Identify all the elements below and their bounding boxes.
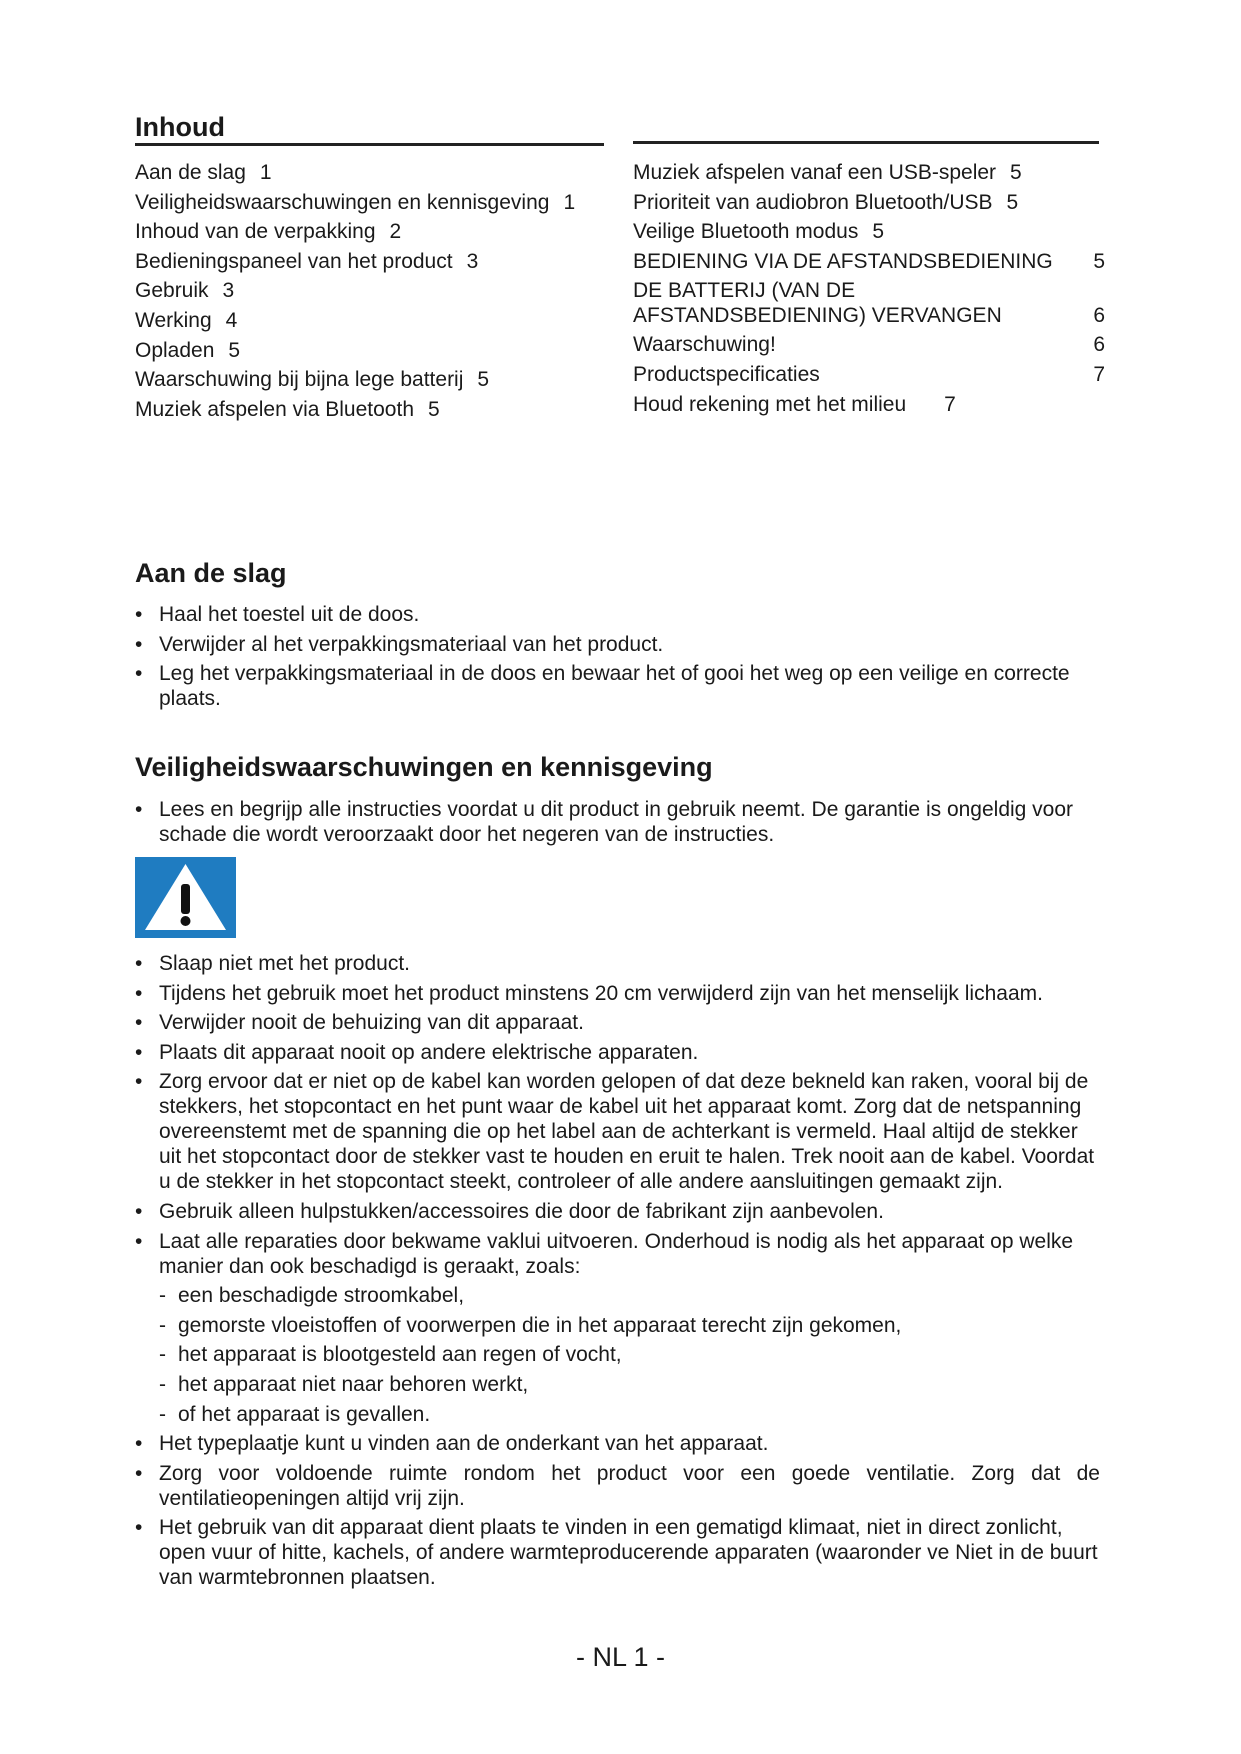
- list-item: • Slaap niet met het product.: [135, 951, 1100, 976]
- warning-sign: [135, 857, 236, 938]
- list-item: • Het gebruik van dit apparaat dient plaats te vinden in een gematigd klimaat, niet in direct zonlicht, open vuur of hitte, kachels, of andere warmteproducerende apparaten (waaronder ve Niet in de buurt van warmtebronnen plaatsen.: [135, 1515, 1100, 1590]
- sub-list-item: - gemorste vloeistoffen of voorwerpen die in het apparaat terecht zijn gekomen,: [135, 1313, 1100, 1338]
- toc-entry[interactable]: Veilige Bluetooth modus 5: [633, 220, 885, 244]
- toc-entry[interactable]: Bedieningspaneel van het product 3: [135, 249, 479, 273]
- list-item: • Verwijder nooit de behuizing van dit apparaat.: [135, 1010, 1100, 1035]
- toc-right-column: [633, 158, 1105, 419]
- list-item: • Verwijder al het verpakkingsmateriaal van het product.: [135, 632, 1100, 657]
- section-title-veiligheid: Veiligheidswaarschuwingen en kennisgeving: [135, 752, 713, 782]
- sub-list-item: - het apparaat is blootgesteld aan regen of vocht,: [135, 1342, 1100, 1367]
- section1-list: [135, 602, 1100, 716]
- toc-entry[interactable]: Werking 4: [135, 308, 238, 332]
- toc-entry[interactable]: Productspecificaties 7: [633, 362, 1105, 386]
- toc-entry[interactable]: Prioriteit van audiobron Bluetooth/USB 5: [633, 190, 1019, 214]
- sub-list-item: - een beschadigde stroomkabel,: [135, 1283, 1100, 1308]
- list-item: • Zorg voor voldoende ruimte rondom het product voor een goede ventilatie. Zorg dat de ventilatieopeningen altijd vrij zijn.: [135, 1461, 1100, 1511]
- list-item: • Leg het verpakkingsmateriaal in de doos en bewaar het of gooi het weg op een veilige en correcte plaats.: [135, 661, 1100, 711]
- toc-entry[interactable]: Waarschuwing bij bijna lege batterij 5: [135, 368, 490, 392]
- list-item: • Haal het toestel uit de doos.: [135, 602, 1100, 627]
- list-item: • Plaats dit apparaat nooit op andere elektrische apparaten.: [135, 1040, 1100, 1065]
- section2-intro: [135, 797, 1100, 852]
- list-item: • Zorg ervoor dat er niet op de kabel kan worden gelopen of dat deze bekneld kan raken, vooral bij de stekkers, het stopcontact en het punt waar de kabel uit het apparaat komt. Zorg dat de netspanning overeenstemt met de spanning die op het label aan de achterkant is vermeld. Haal altijd de stekker uit het stopcontact door de stekker vast te houden en eruit te halen. Trek nooit aan de kabel. Voordat u de stekker in het stopcontact steekt, controleer of alle andere aansluitingen gemaakt zijn.: [135, 1069, 1100, 1194]
- toc-entry[interactable]: Waarschuwing! 6: [633, 333, 1105, 357]
- page-number: - NL 1 -: [575, 1642, 665, 1672]
- toc-entry[interactable]: Opladen 5: [135, 338, 241, 362]
- toc-entry[interactable]: Muziek afspelen vanaf een USB-speler 5: [633, 161, 1022, 184]
- list-item: • Laat alle reparaties door bekwame vaklui uitvoeren. Onderhoud is nodig als het apparaat op welke manier dan ook beschadigd is geraakt, zoals:: [135, 1229, 1100, 1279]
- toc-entry[interactable]: Houd rekening met het milieu 7: [633, 392, 956, 416]
- list-item: • Lees en begrijp alle instructies voordat u dit product in gebruik neemt. De garantie is ongeldig voor schade die wordt veroorzaakt door het negeren van de instructies.: [135, 797, 1100, 847]
- toc-left-column: [135, 158, 575, 424]
- toc-entry[interactable]: Muziek afspelen via Bluetooth 5: [135, 397, 440, 421]
- toc-title: Inhoud: [135, 112, 604, 146]
- section2-list: [135, 951, 1100, 1595]
- toc-entry[interactable]: DE BATTERIJ (VAN DE AFSTANDSBEDIENING) VERVANGEN 6: [633, 279, 1105, 328]
- list-item: • Het typeplaatje kunt u vinden aan de onderkant van het apparaat.: [135, 1431, 1100, 1456]
- toc-entry[interactable]: Inhoud van de verpakking 2: [135, 220, 402, 244]
- section-title-aan-de-slag: Aan de slag: [135, 558, 287, 588]
- toc-entry[interactable]: Veiligheidswaarschuwingen en kennisgeving 1: [135, 190, 576, 214]
- toc-entry[interactable]: Gebruik 3: [135, 279, 235, 303]
- sub-list-item: - of het apparaat is gevallen.: [135, 1402, 1100, 1427]
- toc-divider: [633, 141, 1099, 144]
- toc-entry[interactable]: BEDIENING VIA DE AFSTANDSBEDIENING 5: [633, 249, 1105, 273]
- warning-triangle-icon: [135, 857, 236, 938]
- list-item: • Tijdens het gebruik moet het product minstens 20 cm verwijderd zijn van het menselijk lichaam.: [135, 981, 1100, 1006]
- sub-list-item: - het apparaat niet naar behoren werkt,: [135, 1372, 1100, 1397]
- list-item: • Gebruik alleen hulpstukken/accessoires die door de fabrikant zijn aanbevolen.: [135, 1199, 1100, 1224]
- toc-entry[interactable]: Aan de slag 1: [135, 161, 272, 184]
